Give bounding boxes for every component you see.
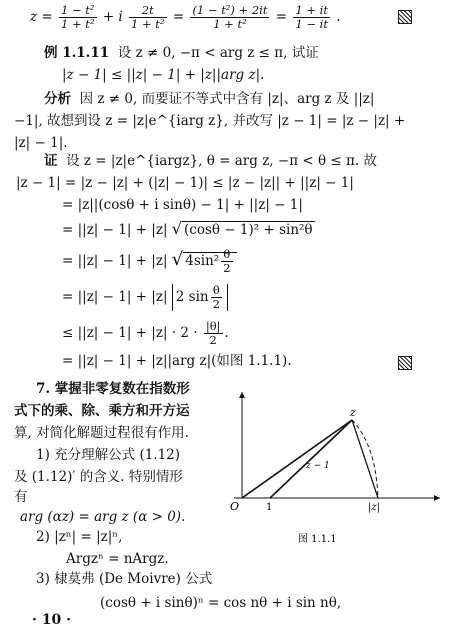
label-one: 1 [266, 502, 273, 513]
item3-equation: (cosθ + i sinθ)ⁿ = cos nθ + i sin nθ, [100, 595, 342, 611]
section7-head2: 式下的乘、除、乘方和开方运 [14, 403, 190, 419]
proof-line7: ≤ ||z| − 1| + |z| · 2 · $\frac{|\theta|}{2}$ . [62, 319, 229, 347]
section7-head1: 7. 掌握非零复数在指数形 [36, 381, 190, 397]
page-number: · 10 · [32, 612, 71, 628]
figure-caption: 图 1.1.1 [298, 534, 337, 545]
section7-head3: 算, 对简化解题过程很有作用. [14, 425, 189, 441]
item3-line1: 3) 棣莫弗 (De Moivre) 公式 [36, 571, 213, 587]
label-abs-z: |z| [368, 502, 381, 513]
item1-line1: 1) 充分理解公式 (1.12) [36, 447, 181, 463]
qed-mark-2 [398, 356, 412, 370]
item1-line3: 有 [14, 489, 28, 505]
figure-1-1-1 [226, 390, 446, 550]
analysis-line1: 分析 因 z ≠ 0, 而要证不等式中含有 |z|、arg z 及 ||z| [44, 91, 375, 107]
proof-line4: = ||z| − 1| + |z| √ (cosθ − 1)² + sin²θ [62, 219, 313, 238]
proof-line6: = ||z| − 1| + |z| 2 sin $\frac{\theta}{2}$ [62, 284, 228, 311]
example-label: 例 1.1.11 [44, 45, 110, 61]
vector-z-minus-1 [270, 420, 352, 498]
proof-label: 证 [44, 153, 58, 169]
chord-z-absz [352, 420, 378, 498]
item1-line2: 及 (1.12)′ 的含义. 特别情形 [14, 469, 183, 485]
fraction-4: $\frac{1 + it}{1 - it}$ [295, 3, 328, 31]
label-origin: O [230, 500, 240, 513]
top-equation: z = $\frac{\text{1 − t²}}{\text{1 + t²}}$ + i $\frac{2t}{\text{1 + t²}}$ = $\frac{\text{(1 − t²) + 2it}}{\text{1 + t²}}$ = $\frac{1 + it}{1 - it}$ . [30, 3, 341, 31]
analysis-label: 分析 [44, 91, 71, 107]
label-z-minus-1: z − 1 [306, 461, 330, 471]
fraction-2: $\frac{2t}{\text{1 + t²}}$ [131, 3, 165, 31]
proof-line8: = ||z| − 1| + |z||arg z|(如图 1.1.1). [62, 353, 292, 369]
item2-line2: Argzⁿ = nArgz. [66, 551, 169, 567]
eq-lhs: z = [30, 9, 53, 25]
sqrt-radicand: (cosθ − 1)² + sin²θ [184, 222, 313, 238]
label-z: z [350, 406, 356, 419]
example-inequality: |z − 1| ≤ ||z| − 1| + |z||arg z|. [62, 67, 265, 83]
qed-mark [398, 10, 412, 24]
fraction-3: $\frac{\text{(1 − t²) + 2it}}{\text{1 + t²}}$ [192, 3, 268, 31]
example-line: 例 1.1.11 设 z ≠ 0, −π < arg z ≤ π, 试证 [44, 45, 319, 61]
proof-line5: = ||z| − 1| + |z| √ 4sin² $\frac{\theta}{2}$ [62, 248, 237, 275]
analysis-line3: |z| − 1|. [14, 135, 68, 151]
abs-sin: 2 sin $\frac{\theta}{2}$ [172, 284, 228, 311]
item2-line1: 2) |zⁿ| = |z|ⁿ, [36, 529, 123, 545]
item1-equation: arg (αz) = arg z (α > 0). [20, 509, 186, 525]
analysis-line2: −1|, 故想到设 z = |z|e^{iarg z}, 并改写 |z − 1| = |z − |z| + [14, 113, 406, 129]
proof-line3: = |z||(cosθ + i sinθ) − 1| + ||z| − 1| [62, 197, 303, 213]
fraction-1: $\frac{\text{1 − t²}}{\text{1 + t²}}$ [61, 3, 95, 31]
vector-z [242, 420, 352, 498]
proof-line2: |z − 1| = |z − |z| + (|z| − 1)| ≤ |z − |z|| + ||z| − 1| [16, 175, 354, 191]
proof-line1: 证 设 z = |z|e^{iargz}, θ = arg z, −π < θ ≤ π. 故 [44, 153, 377, 169]
